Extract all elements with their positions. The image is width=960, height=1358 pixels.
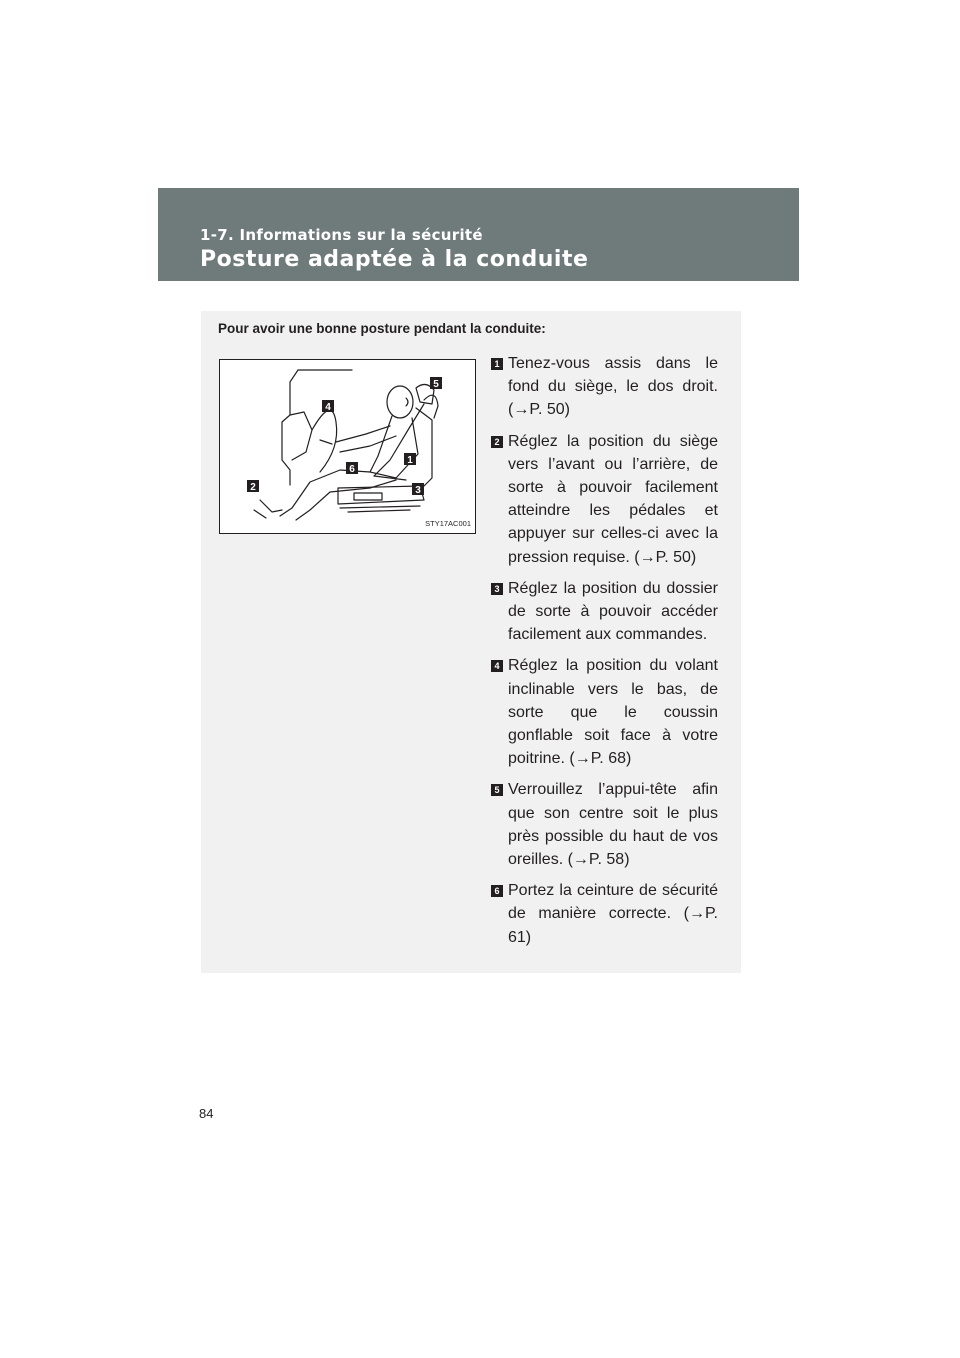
step-text: Verrouillez l’appui-tête afin que son centre soit le plus près possible du haut de vos oreilles. (→P. 58) xyxy=(508,781,718,869)
step-number-badge: 5 xyxy=(491,784,503,796)
driving-posture-illustration xyxy=(219,359,476,534)
step-text: Réglez la position du dossier de sorte à pouvoir accéder facilement aux commandes. xyxy=(508,579,718,644)
step-item xyxy=(491,778,718,871)
step-number-badge: 2 xyxy=(491,436,503,448)
step-number-badge: 1 xyxy=(491,358,503,370)
step-number-badge: 3 xyxy=(491,583,503,595)
steps-list xyxy=(491,352,718,957)
step-text: Portez la ceinture de sécurité de manière correcte. (→P. 61) xyxy=(508,882,718,946)
callout-2-label: 2 xyxy=(250,482,256,493)
step-item xyxy=(491,352,718,422)
driver-seat-drawing xyxy=(220,360,475,533)
step-item xyxy=(491,654,718,770)
step-number-badge: 6 xyxy=(491,885,503,897)
step-text: Réglez la position du volant inclinable vers le bas, de sorte que le coussin gonflable soit face à votre poitrine. (→P. 68) xyxy=(508,657,718,768)
step-number-badge: 4 xyxy=(491,660,503,672)
section-label: 1-7. Informations sur la sécurité xyxy=(200,226,483,244)
step-item xyxy=(491,879,718,949)
step-text: Réglez la position du siège vers l’avant ou l’arrière, de sorte à pouvoir facilement atteindre les pédales et appuyer sur celles-ci avec la pression requise. (→P. 50) xyxy=(508,432,718,566)
content-panel xyxy=(201,311,741,973)
callout-1-label: 1 xyxy=(407,455,413,466)
page-number: 84 xyxy=(199,1106,214,1121)
step-text: Tenez-vous assis dans le fond du siège, le dos droit. (→P. 50) xyxy=(508,355,718,419)
intro-text: Pour avoir une bonne posture pendant la conduite: xyxy=(218,321,546,336)
figure-id: STY17AC001 xyxy=(425,519,471,528)
callout-3-label: 3 xyxy=(415,485,421,496)
page-title: Posture adaptée à la conduite xyxy=(200,247,589,272)
step-item xyxy=(491,577,718,647)
step-item xyxy=(491,430,718,569)
section-header xyxy=(158,188,799,281)
callout-4-label: 4 xyxy=(325,402,331,413)
callout-5-label: 5 xyxy=(433,379,439,390)
callout-6-label: 6 xyxy=(349,464,355,475)
